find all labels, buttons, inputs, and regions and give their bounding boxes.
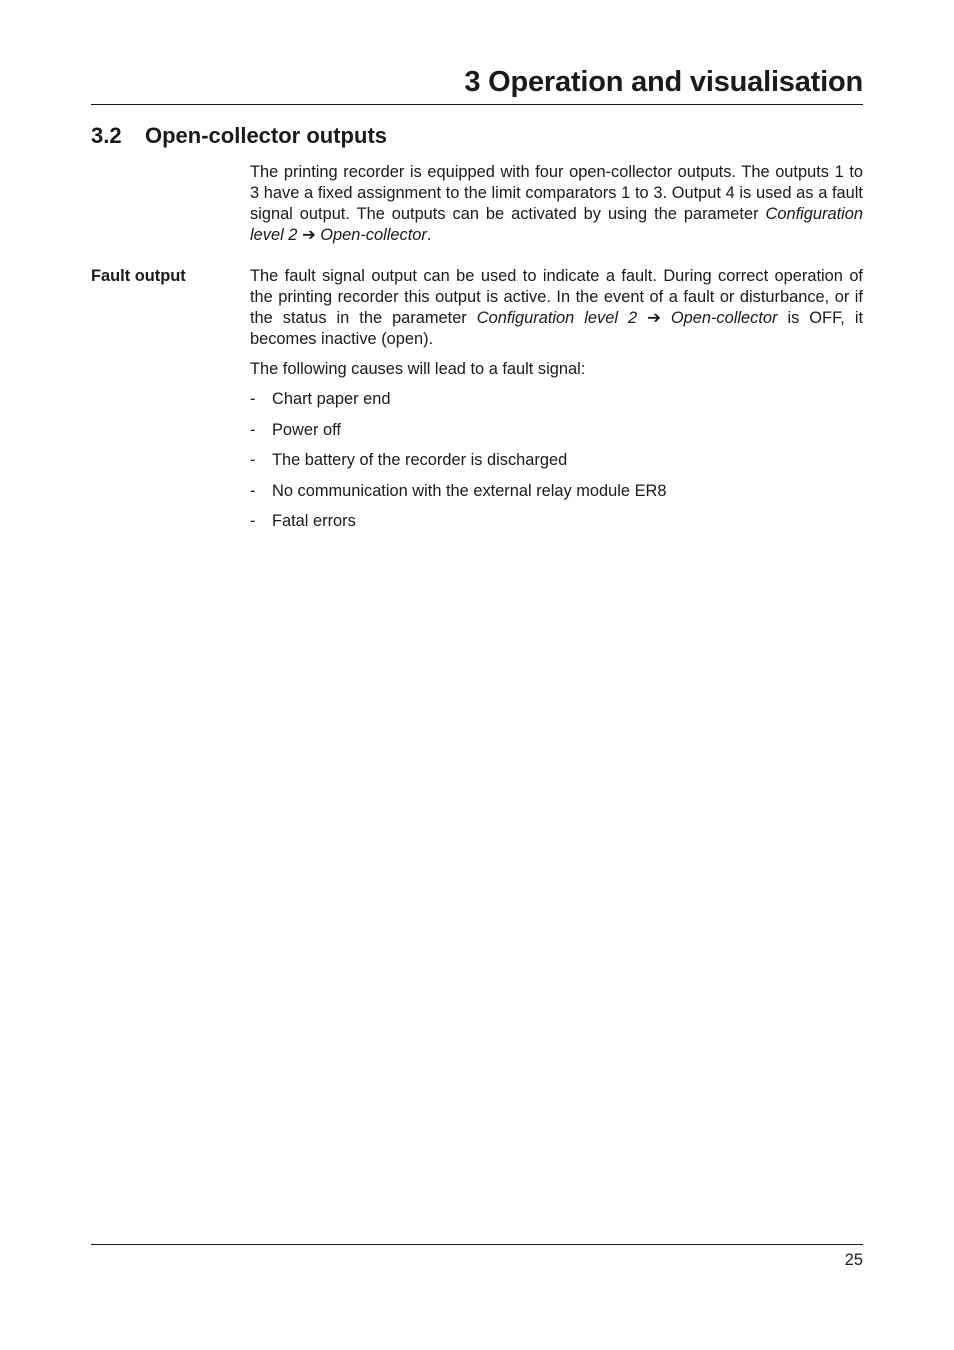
intro-text: The printing recorder is equipped with four open-collector outputs. The outputs 1 to 3 have a fixed assignment to the limit comparators 1 to 3. Output 4 is used as a fault signal output. The outputs can be activated by using the parameter [250,163,863,223]
intro-end: . [426,226,432,244]
fault-path-target: Open-collector [670,309,778,327]
bullet-dash: - [250,512,256,530]
fault-output-block [250,266,863,542]
list-item [250,420,863,441]
intro-path-level: Configuration level 2 [250,205,863,244]
cause-text: Chart paper end [272,390,391,408]
intro-block [250,162,863,255]
arrow-right-icon: ➔ [301,226,316,244]
list-item [250,481,863,502]
section-heading [91,123,387,149]
fault-paragraph [250,266,863,350]
cause-text: Power off [272,420,341,439]
intro-paragraph [250,162,863,246]
section-number: 3.2 [91,123,122,148]
header-divider [91,104,863,105]
bullet-dash: - [250,420,256,439]
bullet-dash: - [250,481,256,500]
bullet-dash: - [250,390,256,408]
list-item [250,389,863,410]
fault-text: The fault signal output can be used to indicate a fault. During correct operation of the printing recorder this output is active. In the event of a fault or disturbance, or if the status in the parameter [250,267,863,327]
intro-path-target: Open-collector [320,226,427,244]
list-item [250,511,863,532]
list-item [250,450,863,471]
fault-text-end: is OFF, it becomes inactive (open). [250,309,864,348]
page-number: 25 [844,1251,863,1269]
fault-path-level: Configuration level 2 [476,309,638,327]
footer-divider [91,1244,863,1245]
arrow-right-icon: ➔ [647,309,661,327]
causes-intro: The following causes will lead to a fault signal: [250,360,586,378]
bullet-dash: - [250,451,256,469]
cause-text: Fatal errors [272,512,356,530]
causes-list [250,389,863,532]
chapter-title: 3 Operation and visualisation [464,66,863,98]
section-title: Open-collector outputs [145,123,387,148]
cause-text: No communication with the external relay module ER8 [272,481,667,500]
fault-output-label: Fault output [91,267,186,285]
cause-text: The battery of the recorder is discharged [272,451,568,469]
